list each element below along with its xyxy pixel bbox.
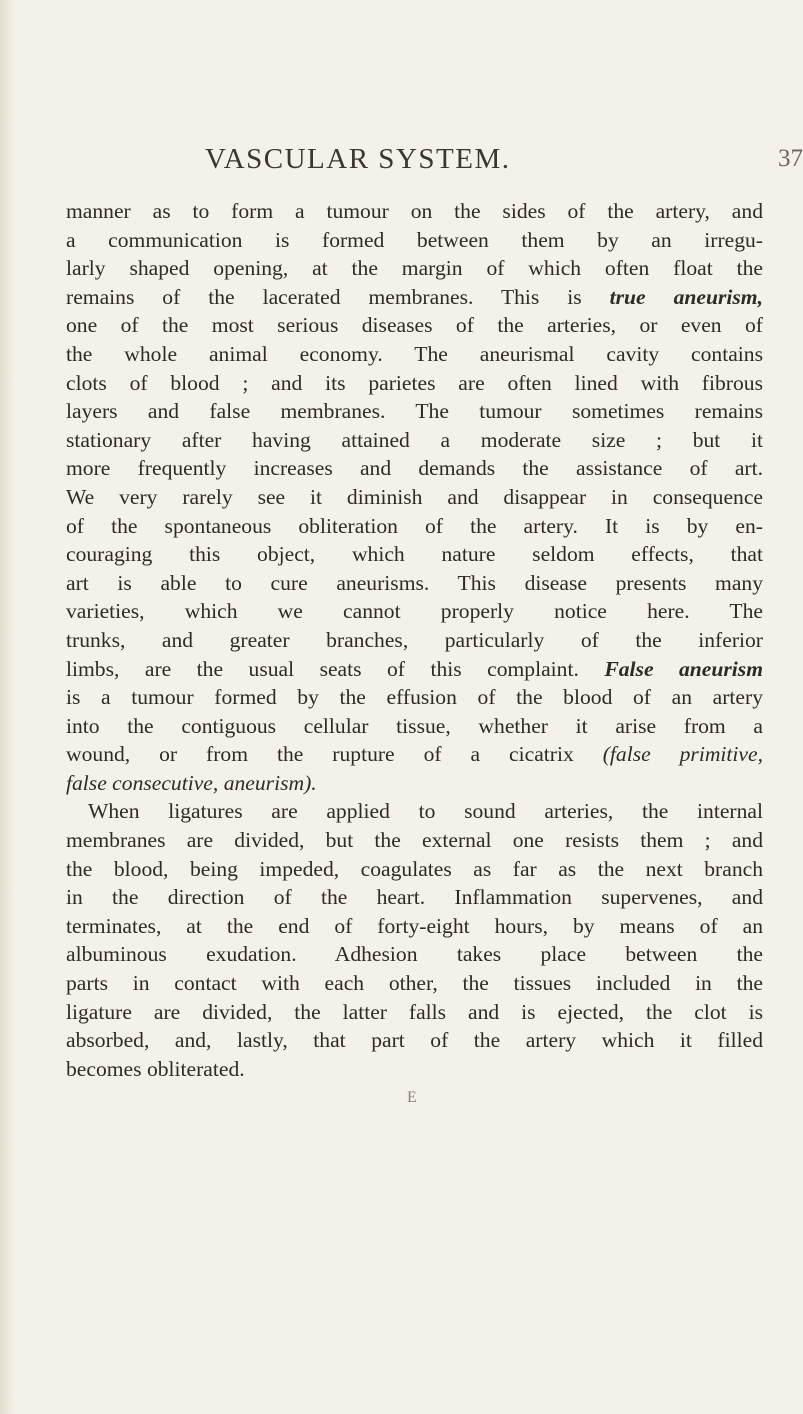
text-run: the whole animal economy. The aneurismal cavity contains — [66, 341, 763, 366]
text-line — [66, 540, 763, 569]
text-run: limbs, are the usual seats of this complaint. — [66, 656, 605, 681]
text-line — [66, 454, 763, 483]
text-run: wound, or from the rupture of a cicatrix — [66, 742, 603, 767]
text-line — [66, 912, 763, 941]
text-run: is a tumour formed by the effusion of the blood of an artery — [66, 685, 763, 710]
text-line — [66, 197, 763, 226]
italic-term: False aneurism — [604, 656, 763, 681]
text-line — [66, 483, 763, 512]
text-run: layers and false membranes. The tumour sometimes remains — [66, 399, 763, 424]
text-run: We very rarely see it diminish and disappear in consequence — [66, 484, 763, 509]
text-run: into the contiguous cellular tissue, whether it arise from a — [66, 713, 763, 738]
text-line — [66, 740, 763, 769]
text-run: parts in contact with each other, the tissues included in the — [66, 971, 763, 996]
text-run: larly shaped opening, at the margin of which often float the — [66, 256, 763, 281]
text-line — [66, 626, 763, 655]
text-run: ligature are divided, the latter falls and is ejected, the clot is — [66, 999, 763, 1024]
text-line — [66, 254, 763, 283]
text-line — [66, 769, 763, 798]
text-run: manner as to form a tumour on the sides of the artery, and — [66, 199, 763, 223]
text-line — [66, 826, 763, 855]
text-line — [66, 655, 763, 684]
text-run: membranes are divided, but the external one resists them ; and — [66, 828, 763, 853]
text-run: art is able to cure aneurisms. This disease presents many — [66, 570, 763, 595]
text-run: albuminous exudation. Adhesion takes place between the — [66, 942, 763, 967]
body-text — [66, 197, 763, 1083]
text-line — [66, 226, 763, 255]
text-line — [66, 311, 763, 340]
text-run: remains of the lacerated membranes. This is — [66, 284, 610, 309]
italic-term: false consecutive, aneurism). — [66, 770, 317, 795]
text-line — [66, 969, 763, 998]
text-line — [66, 1026, 763, 1055]
running-head: VASCULAR SYSTEM. — [205, 143, 511, 175]
text-run: clots of blood ; and its parietes are often lined with fibrous — [66, 370, 763, 395]
text-line — [66, 283, 763, 312]
text-line — [66, 340, 763, 369]
text-line — [66, 940, 763, 969]
text-run: When ligatures are applied to sound arteries, the internal — [88, 799, 763, 824]
text-line — [66, 512, 763, 541]
text-line — [66, 1055, 763, 1084]
text-run: terminates, at the end of forty-eight hours, by means of an — [66, 913, 763, 938]
text-run: a communication is formed between them by an irregu- — [66, 227, 763, 252]
page-number: 37 — [778, 145, 803, 172]
text-line — [66, 397, 763, 426]
text-line — [66, 597, 763, 626]
text-run: of the spontaneous obliteration of the artery. It is by en- — [66, 513, 763, 538]
text-run: in the direction of the heart. Inflammation supervenes, and — [66, 885, 763, 910]
text-run: one of the most serious diseases of the arteries, or even of — [66, 313, 763, 338]
text-line — [66, 797, 763, 826]
text-line — [66, 426, 763, 455]
text-run: more frequently increases and demands the assistance of art. — [66, 456, 763, 481]
text-line — [66, 683, 763, 712]
text-run: couraging this object, which nature seldom effects, that — [66, 542, 763, 567]
text-run: stationary after having attained a moderate size ; but it — [66, 427, 763, 452]
text-run: varieties, which we cannot properly notice here. The — [66, 599, 763, 624]
italic-term: true aneurism, — [609, 284, 763, 309]
text-run: absorbed, and, lastly, that part of the artery which it filled — [66, 1028, 763, 1053]
text-line — [66, 369, 763, 398]
signature-mark: E — [407, 1089, 417, 1106]
text-line — [66, 998, 763, 1027]
text-run: becomes obliterated. — [66, 1056, 245, 1081]
text-line — [66, 712, 763, 741]
text-line — [66, 569, 763, 598]
text-line — [66, 855, 763, 884]
italic-term: (false primitive, — [602, 742, 763, 767]
text-line — [66, 883, 763, 912]
text-run: the blood, being impeded, coagulates as far as the next branch — [66, 856, 763, 881]
text-run: trunks, and greater branches, particularly of the inferior — [66, 627, 763, 652]
page-header — [60, 143, 803, 183]
binding-edge — [0, 0, 14, 1414]
